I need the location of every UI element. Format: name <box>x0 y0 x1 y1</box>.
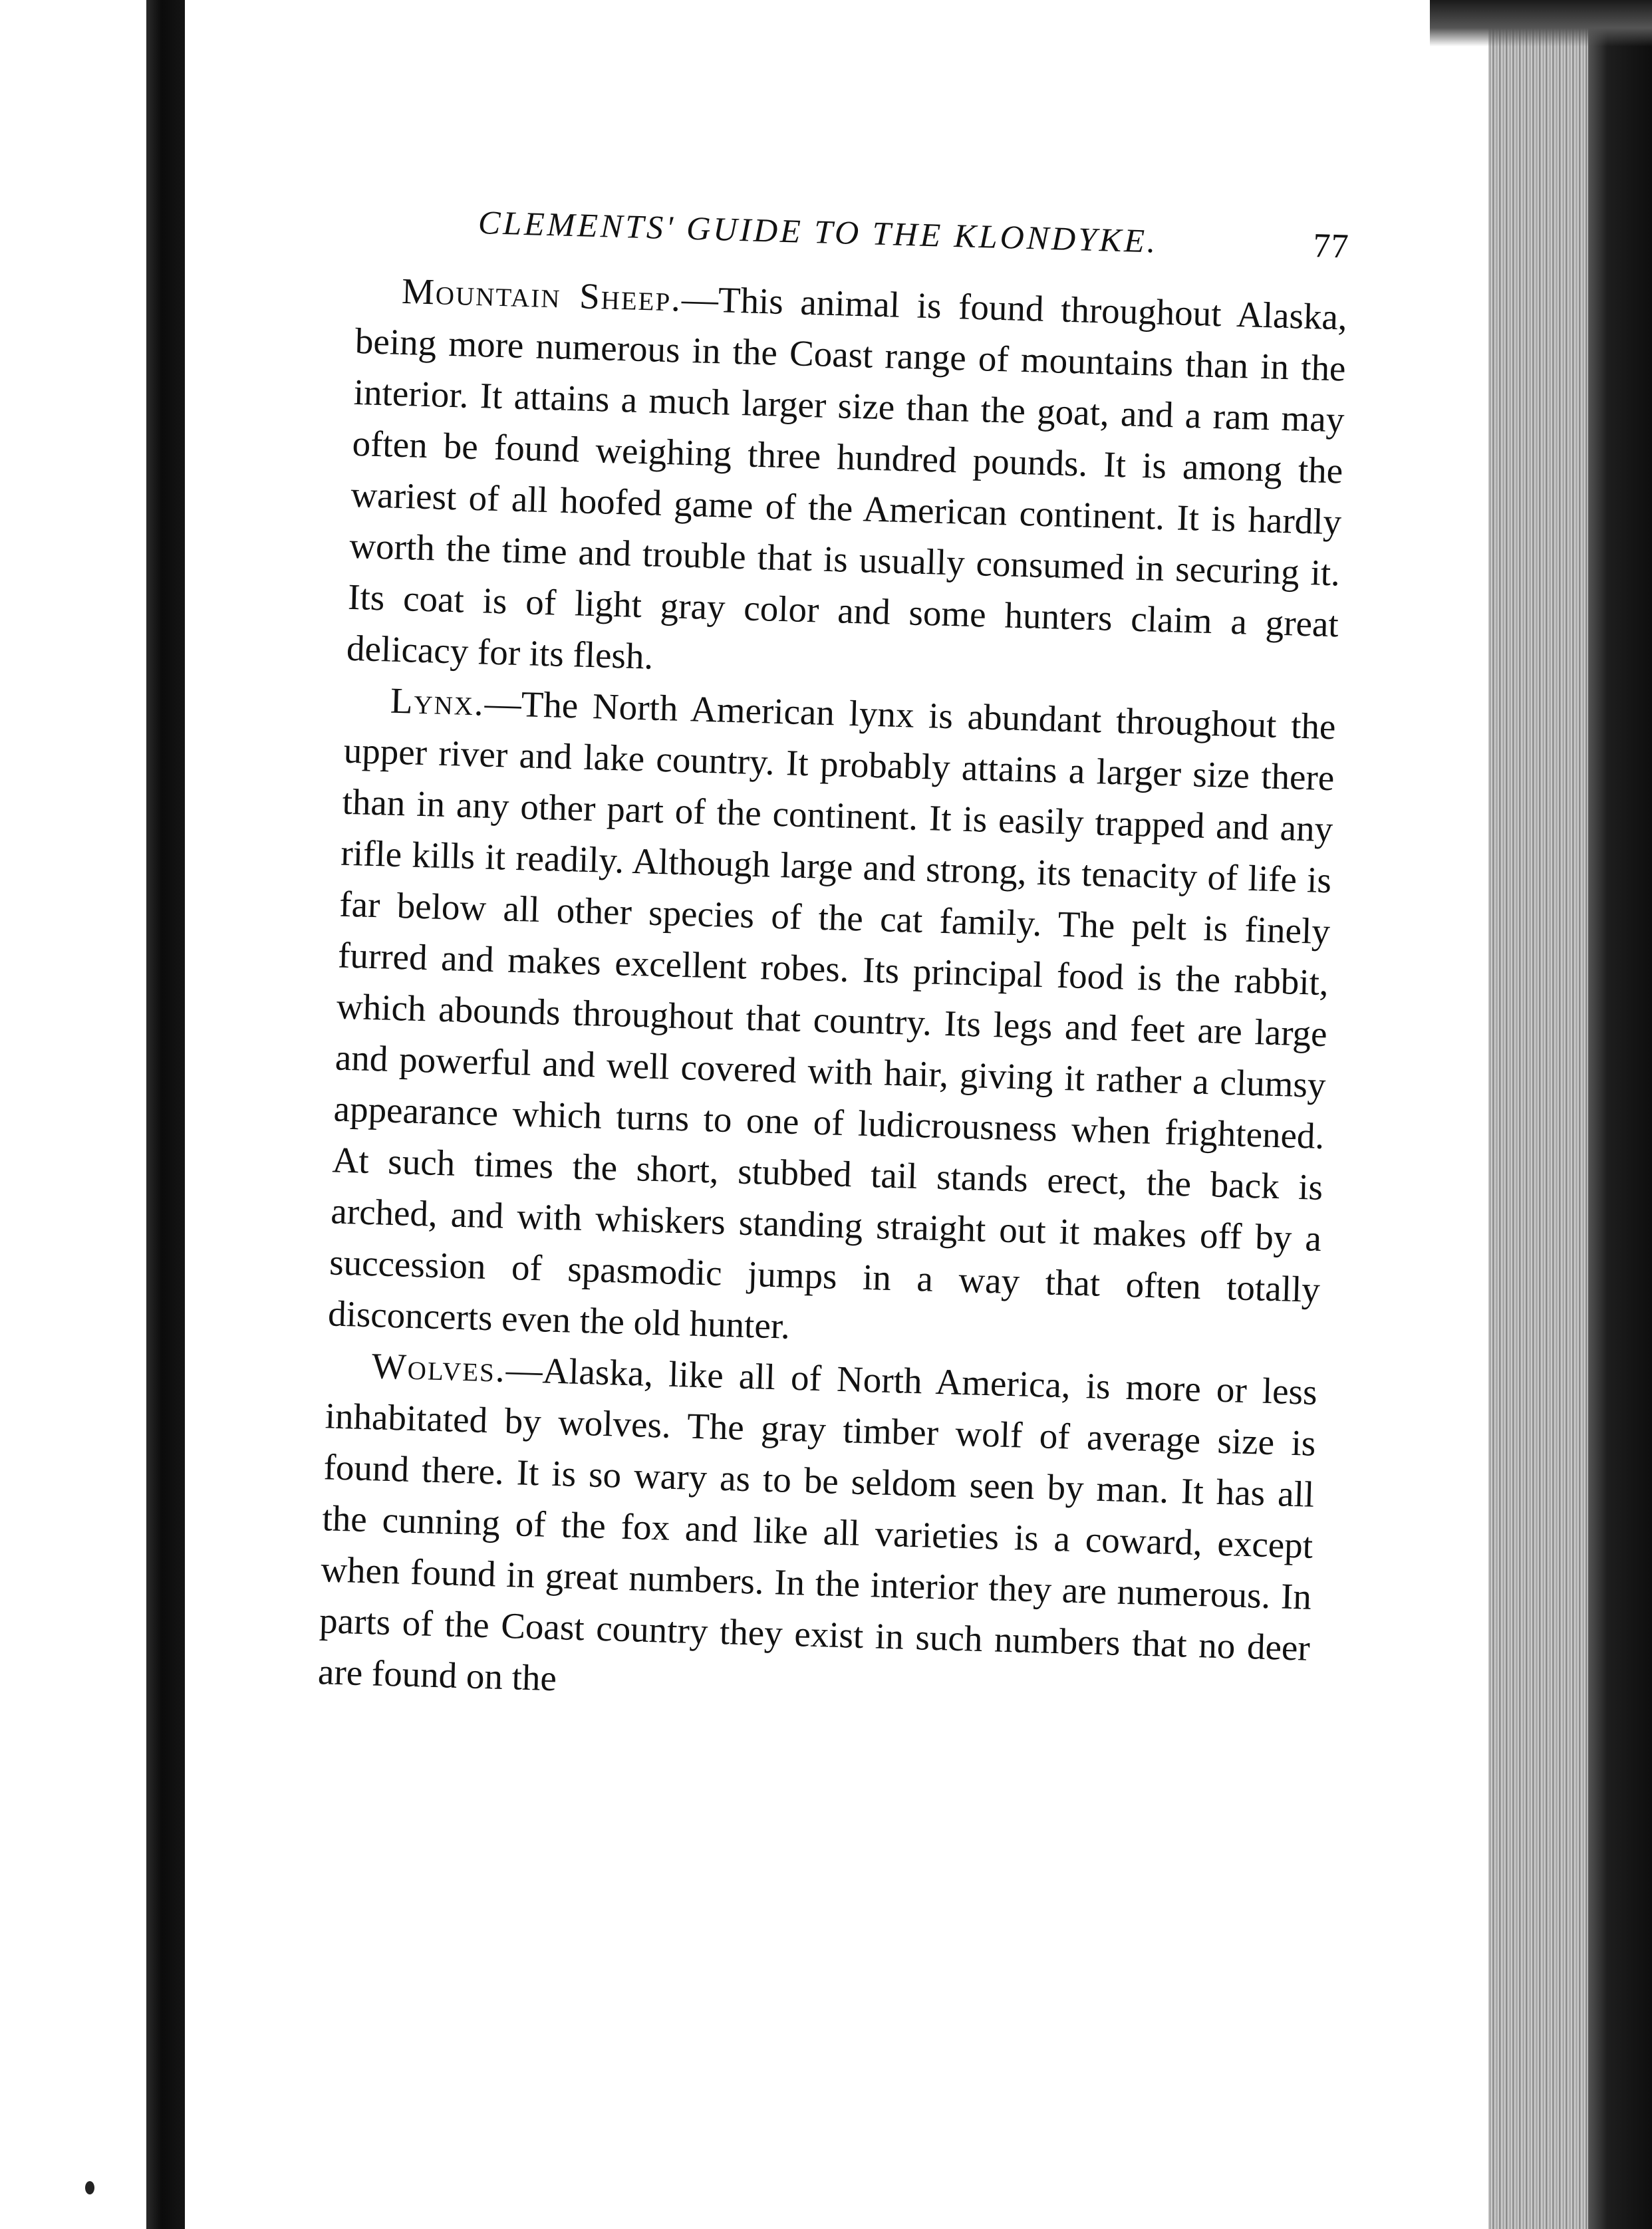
page-fore-edge <box>1488 0 1588 2229</box>
paragraph-lynx <box>327 674 1336 1367</box>
paragraph-body: —Alaska, like all of North America, is more or less inhabitated by wolves. The gray timber wolf of average size is found there. It is so wary as to be seldom seen by man. It has all the cunning of the fox and like all varieties is a coward, except when found in great numbers. In the interior they are numerous. In parts of the Coast country they exist in such numbers that no deer are found on the <box>317 1349 1318 1699</box>
page-number: 77 <box>1312 227 1350 266</box>
paragraph-wolves <box>317 1339 1317 1724</box>
paragraph-heading: Lynx. <box>390 680 485 723</box>
ink-spot <box>85 2181 94 2194</box>
edge-top-shadow <box>1430 0 1652 47</box>
paragraph-heading: Mountain Sheep. <box>401 270 682 319</box>
book-spine <box>146 0 185 2229</box>
paragraph-body: —The North American lynx is abundant throughout the upper river and lake country. It probably attains a larger size there than in any other part of the continent. It is easily trapped and any rifle kills it readily. Although large and strong, its tenacity of life is far below all other species of the cat family. The pelt is finely furred and makes excellent robes. Its principal food is the rabbit, which abounds throughout that country. Its legs and feet are large and powerful and well covered with hair, giving it rather a clumsy appearance which turns to one of ludicrousness when frightened. At such times the short, stubbed tail stands erect, the back is arched, and with whiskers standing straight out it makes off by a succession of spasmodic jumps in a way that often totally disconcerts even the old hunter. <box>327 682 1337 1347</box>
page-text <box>317 199 1349 1725</box>
paragraph-mountain-sheep <box>346 264 1348 701</box>
paragraph-heading: Wolves. <box>371 1345 507 1390</box>
paragraph-body: —This animal is found throughout Alaska, being more numerous in the Coast range of mountains than in the interior. It attains a much larger size than the goat, and a ram may often be found weighing three hundred pounds. It is among the wariest of all hoofed game of the American continent. It is hardly worth the time and trouble that is usually consumed in securing it. Its coat is of light gray color and some hunters claim a great delicacy for its flesh. <box>346 278 1348 677</box>
edge-shadow <box>1588 0 1652 2229</box>
left-facing-page <box>0 0 146 2229</box>
running-head-title: CLEMENTS' GUIDE TO THE KLONDYKE. <box>478 203 1159 260</box>
